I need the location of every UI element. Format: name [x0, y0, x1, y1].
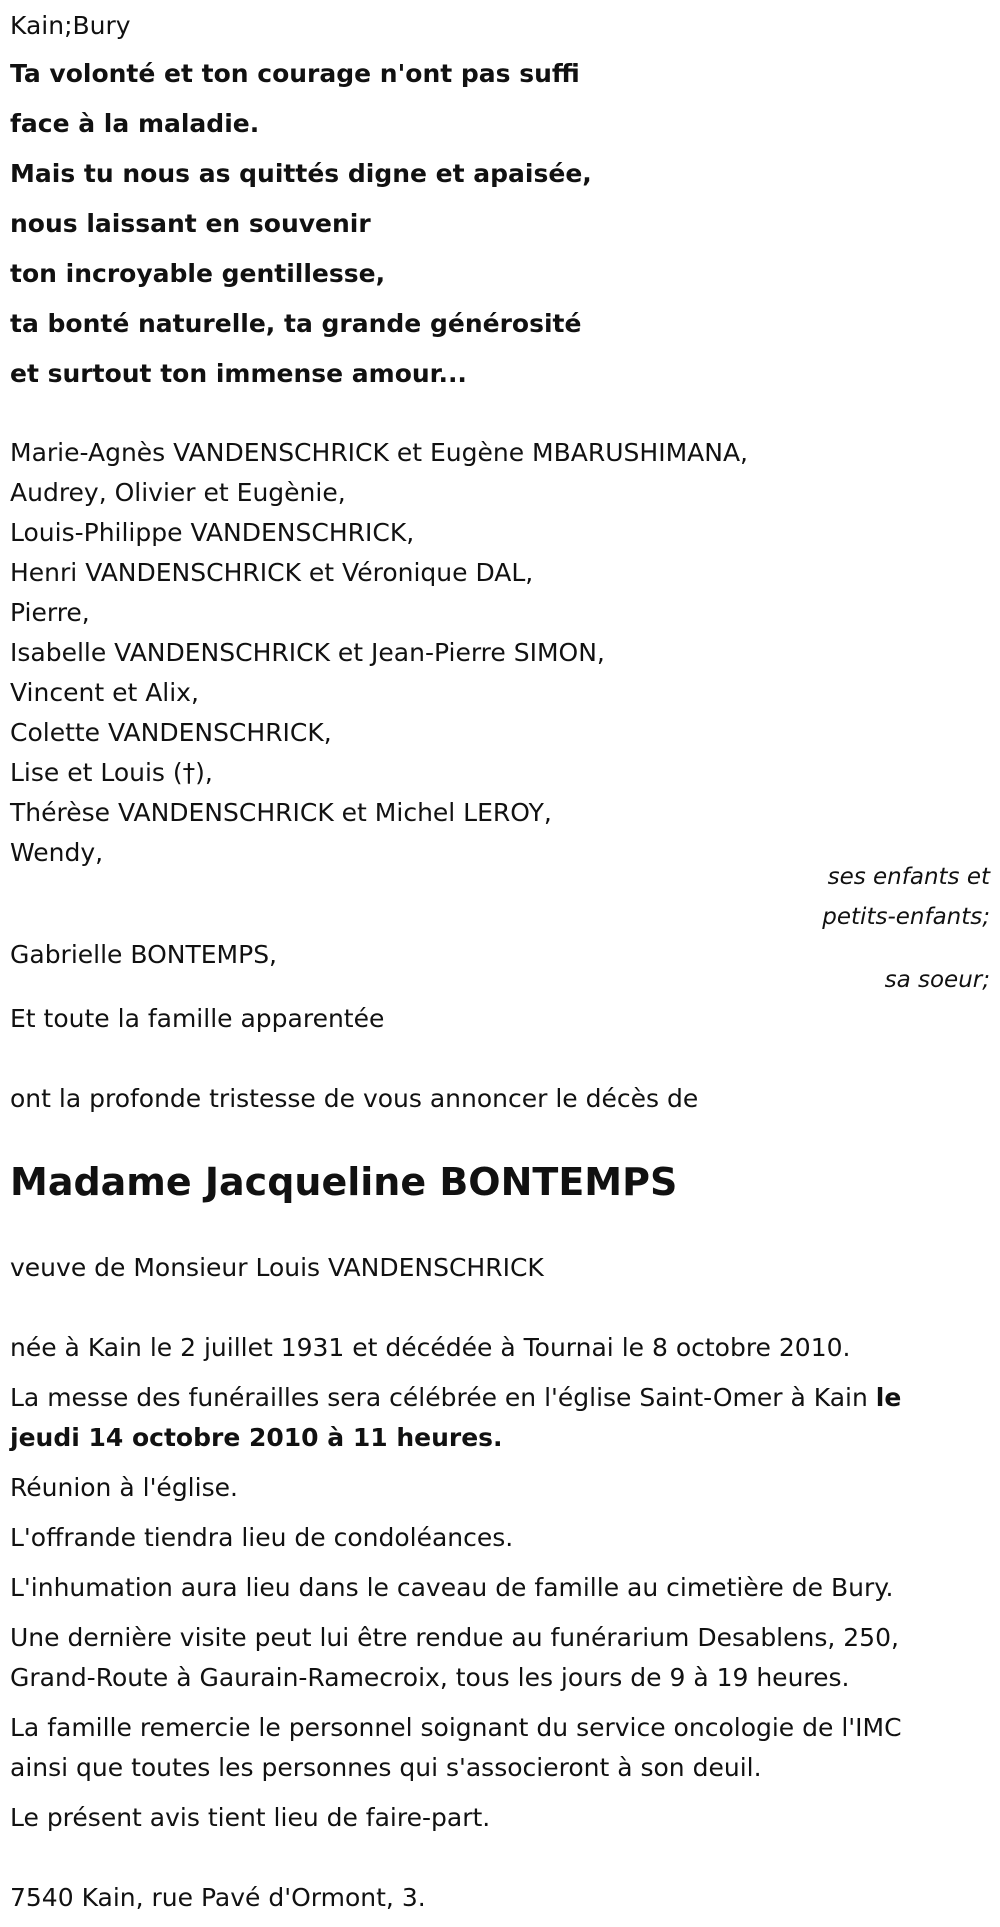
- announcement: ont la profonde tristesse de vous annoncer le décès de: [10, 1084, 699, 1113]
- family-member: Thérèse VANDENSCHRICK et Michel LEROY,: [10, 798, 552, 827]
- family-member: Pierre,: [10, 598, 90, 627]
- relation-children: petits-enfants;: [822, 904, 990, 930]
- relation-sister: sa soeur;: [884, 967, 990, 993]
- extended-family: Et toute la famille apparentée: [10, 1004, 385, 1033]
- poem-line: ton incroyable gentillesse,: [10, 259, 386, 288]
- relation-children: ses enfants et: [827, 864, 990, 890]
- deceased-name: Madame Jacqueline BONTEMPS: [10, 1160, 678, 1204]
- family-member: Isabelle VANDENSCHRICK et Jean-Pierre SIMON,: [10, 638, 605, 667]
- funeral-line: [10, 1378, 901, 1418]
- poem-line: et surtout ton immense amour...: [10, 359, 467, 388]
- family-member: Marie-Agnès VANDENSCHRICK et Eugène MBARUSHIMANA,: [10, 438, 749, 467]
- sister-name: Gabrielle BONTEMPS,: [10, 940, 278, 969]
- poem-line: Mais tu nous as quittés digne et apaisée,: [10, 159, 592, 188]
- widow-of: veuve de Monsieur Louis VANDENSCHRICK: [10, 1253, 544, 1282]
- family-member: Henri VANDENSCHRICK et Véronique DAL,: [10, 558, 534, 587]
- poem-line: ta bonté naturelle, ta grande générosité: [10, 309, 582, 338]
- thanks-info: ainsi que toutes les personnes qui s'associeront à son deuil.: [10, 1753, 762, 1782]
- family-member: Wendy,: [10, 838, 104, 867]
- burial-info: L'inhumation aura lieu dans le caveau de famille au cimetière de Bury.: [10, 1573, 894, 1602]
- family-member: Vincent et Alix,: [10, 678, 199, 707]
- poem-line: face à la maladie.: [10, 109, 260, 138]
- family-member: Colette VANDENSCHRICK,: [10, 718, 332, 747]
- location-header: Kain;Bury: [10, 11, 131, 40]
- poem-line: Ta volonté et ton courage n'ont pas suffi: [10, 59, 580, 88]
- funeral-date-start: le: [875, 1383, 902, 1412]
- visit-info: Une dernière visite peut lui être rendue au funérarium Desablens, 250,: [10, 1623, 899, 1652]
- family-member: Louis-Philippe VANDENSCHRICK,: [10, 518, 415, 547]
- funeral-date: jeudi 14 octobre 2010 à 11 heures.: [10, 1423, 503, 1452]
- family-member: Lise et Louis (†),: [10, 758, 213, 787]
- meeting-info: Réunion à l'église.: [10, 1473, 238, 1502]
- funeral-text: La messe des funérailles sera célébrée en l'église Saint-Omer à Kain: [10, 1383, 876, 1412]
- family-member: Audrey, Olivier et Eugènie,: [10, 478, 346, 507]
- thanks-info: La famille remercie le personnel soignant du service oncologie de l'IMC: [10, 1713, 902, 1742]
- notice-info: Le présent avis tient lieu de faire-part.: [10, 1803, 491, 1832]
- offering-info: L'offrande tiendra lieu de condoléances.: [10, 1523, 514, 1552]
- address: 7540 Kain, rue Pavé d'Ormont, 3.: [10, 1883, 426, 1912]
- birth-death: née à Kain le 2 juillet 1931 et décédée à Tournai le 8 octobre 2010.: [10, 1333, 851, 1362]
- poem-line: nous laissant en souvenir: [10, 209, 371, 238]
- visit-info: Grand-Route à Gaurain-Ramecroix, tous les jours de 9 à 19 heures.: [10, 1663, 850, 1692]
